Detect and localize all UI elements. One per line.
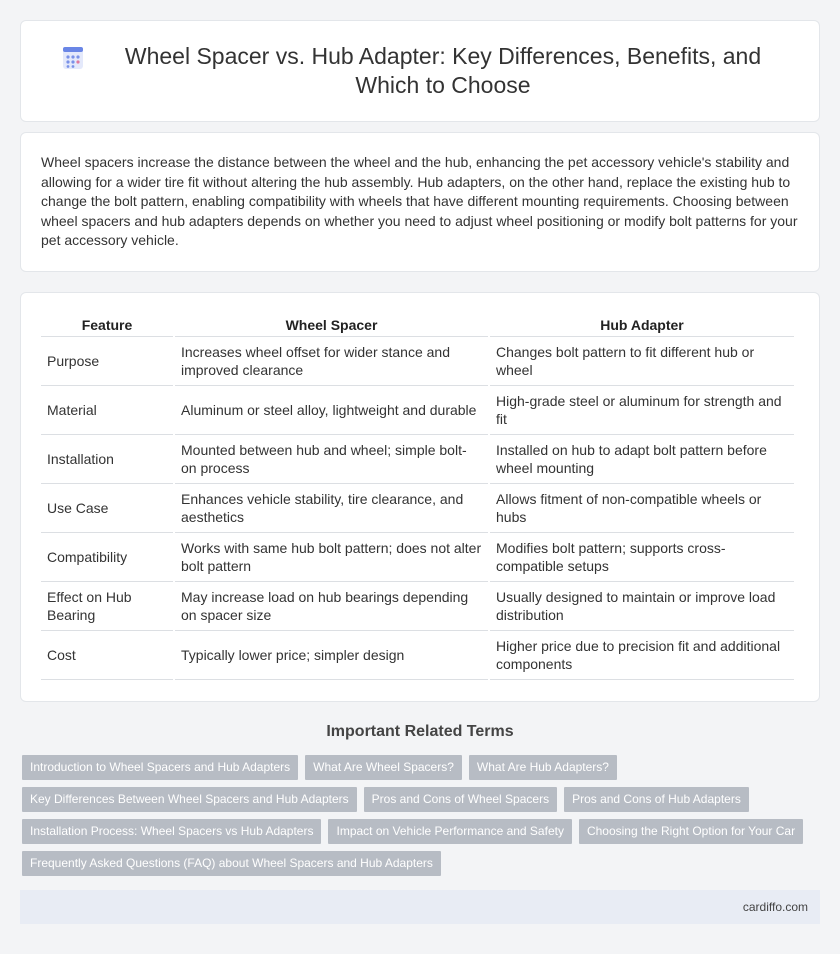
column-header-feature: Feature [41, 313, 173, 337]
wheel-spacer-cell: Mounted between hub and wheel; simple bolt-on process [175, 435, 488, 484]
feature-cell: Compatibility [41, 533, 173, 582]
table-row [41, 337, 794, 386]
hub-adapter-cell: High-grade steel or aluminum for strength and fit [490, 386, 794, 435]
table-row [41, 435, 794, 484]
footer-bar [20, 890, 820, 924]
related-term-tag[interactable]: Introduction to Wheel Spacers and Hub Adapters [22, 755, 298, 780]
related-term-tag[interactable]: Choosing the Right Option for Your Car [579, 819, 803, 844]
table-row [41, 533, 794, 582]
wheel-spacer-cell: May increase load on hub bearings depending on spacer size [175, 582, 488, 631]
related-term-tag[interactable]: Pros and Cons of Wheel Spacers [364, 787, 557, 812]
related-term-tag[interactable]: What Are Hub Adapters? [469, 755, 617, 780]
document-grid-icon [61, 46, 85, 70]
feature-cell: Cost [41, 631, 173, 680]
comparison-table-card [20, 292, 820, 702]
table-row [41, 386, 794, 435]
comparison-table [39, 313, 796, 680]
hub-adapter-cell: Usually designed to maintain or improve load distribution [490, 582, 794, 631]
related-term-tag[interactable]: Frequently Asked Questions (FAQ) about Wheel Spacers and Hub Adapters [22, 851, 441, 876]
wheel-spacer-cell: Works with same hub bolt pattern; does not alter bolt pattern [175, 533, 488, 582]
column-header-wheel-spacer: Wheel Spacer [175, 313, 488, 337]
title-card [20, 20, 820, 122]
related-term-tag[interactable]: Pros and Cons of Hub Adapters [564, 787, 749, 812]
table-row [41, 582, 794, 631]
hub-adapter-cell: Installed on hub to adapt bolt pattern before wheel mounting [490, 435, 794, 484]
column-header-hub-adapter: Hub Adapter [490, 313, 794, 337]
hub-adapter-cell: Allows fitment of non-compatible wheels or hubs [490, 484, 794, 533]
feature-cell: Use Case [41, 484, 173, 533]
table-header-row [41, 313, 794, 337]
wheel-spacer-cell: Enhances vehicle stability, tire clearance, and aesthetics [175, 484, 488, 533]
wheel-spacer-cell: Aluminum or steel alloy, lightweight and durable [175, 386, 488, 435]
feature-cell: Effect on Hub Bearing [41, 582, 173, 631]
wheel-spacer-cell: Typically lower price; simpler design [175, 631, 488, 680]
related-term-tag[interactable]: What Are Wheel Spacers? [305, 755, 462, 780]
related-terms-heading: Important Related Terms [326, 723, 514, 740]
site-name[interactable]: cardiffo.com [742, 900, 808, 914]
table-row [41, 484, 794, 533]
related-terms-list [22, 755, 822, 883]
feature-cell: Material [41, 386, 173, 435]
page-title: Wheel Spacer vs. Hub Adapter: Key Differences, Benefits, and Which to Choose [124, 43, 762, 98]
related-term-tag[interactable]: Key Differences Between Wheel Spacers and Hub Adapters [22, 787, 357, 812]
hub-adapter-cell: Changes bolt pattern to fit different hub or wheel [490, 337, 794, 386]
intro-paragraph: Wheel spacers increase the distance between the wheel and the hub, enhancing the pet accessory vehicle's stability and allowing for a wider tire fit without altering the hub assembly. Hub adapters, on the other hand, replace the existing hub to change the bolt pattern, enabling compatibility with wheels that have different mounting requirements. Choosing between wheel spacers and hub adapters depends on whether you need to adjust wheel positioning or modify bolt patterns for your pet accessory vehicle. [41, 154, 798, 249]
feature-cell: Installation [41, 435, 173, 484]
feature-cell: Purpose [41, 337, 173, 386]
related-term-tag[interactable]: Impact on Vehicle Performance and Safety [328, 819, 571, 844]
table-row [41, 631, 794, 680]
hub-adapter-cell: Modifies bolt pattern; supports cross-compatible setups [490, 533, 794, 582]
related-term-tag[interactable]: Installation Process: Wheel Spacers vs Hub Adapters [22, 819, 321, 844]
hub-adapter-cell: Higher price due to precision fit and additional components [490, 631, 794, 680]
wheel-spacer-cell: Increases wheel offset for wider stance and improved clearance [175, 337, 488, 386]
intro-card [20, 132, 820, 272]
